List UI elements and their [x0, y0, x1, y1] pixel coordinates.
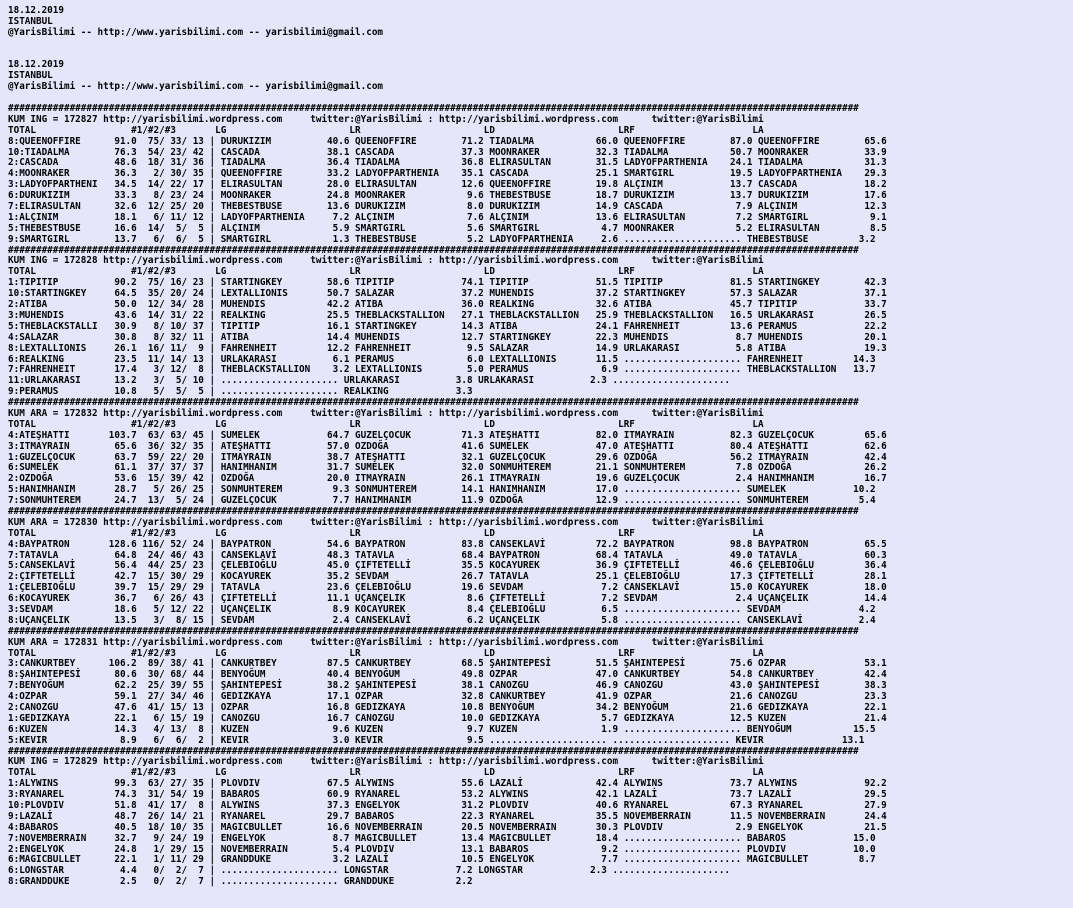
table-row: 2:CASCADA 48.6 18/ 31/ 36 | TIADALMA 36.4 TIADALMA 36.8 ELIRASULTAN 31.5 LADYOFPARTHENIA 24.1 TIADALMA 31.3: [8, 157, 887, 169]
table-row: 1:TIPITIP 90.2 75/ 16/ 23 | STARTINGKEY 58.6 TIPITIP 74.1 TIPITIP 51.5 TIPITIP 81.5 STARTINGKEY 42.3: [8, 277, 887, 289]
separator-line: ########################################################################################################################################################: [8, 103, 859, 115]
column-header: TOTAL #1/#2/#3 LG LR LD LRF LA: [8, 266, 764, 278]
table-row: 1:ALÇINIM 18.1 6/ 11/ 12 | LADYOFPARTHENIA 7.2 ALÇINIM 7.6 ALÇINIM 13.6 ELIRASULTAN 7.2 SMARTGIRL 9.1: [8, 211, 887, 223]
header-line: 18.12.2019: [8, 5, 64, 16]
separator-line: ########################################################################################################################################################: [8, 244, 859, 256]
table-row: 2:ENGELYOK 24.8 1/ 29/ 15 | NOVEMBERRAIN 5.4 PLOVDIV 13.1 BABAROS 9.2 ..................... PLOVDIV 10.0: [8, 843, 876, 855]
table-row: 1:ALYWINS 99.3 63/ 27/ 35 | PLOVDIV 67.5 ALYWINS 55.6 LAZALİ 42.4 ALYWINS 73.7 ALYWINS 92.2: [8, 778, 887, 790]
header-line: [8, 39, 1073, 50]
table-row: 8:QUEENOFFIRE 91.0 75/ 33/ 13 | DURUKIZIM 40.6 QUEENOFFIRE 71.2 TIADALMA 66.0 QUEENOFFIRE 87.0 QUEENOFFIRE 65.6: [8, 135, 887, 147]
header-line: 18.12.2019: [8, 59, 64, 71]
race-title: KUM ARA = 172831 http://yarisbilimi.wordpress.com twitter:@YarisBilimi : http://yarisbilimi.wordpress.com twitter:@YarisBilimi: [8, 636, 764, 648]
table-row: 6:DURUKIZIM 33.3 8/ 23/ 24 | MOONRAKER 24.8 MOONRAKER 9.6 THEBESTBUSE 18.7 DURUKIZIM 13.7 DURUKIZIM 17.6: [8, 190, 887, 202]
table-row: 2:ATIBA 50.0 12/ 34/ 28 | MUHENDIS 42.2 ATIBA 36.0 REALKING 32.6 ATIBA 45.7 TIPITIP 33.7: [8, 299, 887, 311]
table-row: 10:TIADALMA 76.3 54/ 23/ 42 | CASCADA 38.1 CASCADA 37.3 MOONRAKER 32.3 TIADALMA 50.7 MOONRAKER 33.9: [8, 146, 887, 158]
table-row: 3:SEVDAM 18.6 5/ 12/ 22 | UÇANÇELIK 8.9 KOCAYUREK 8.4 ÇELEBIOĞLU 6.5 ..................... SEVDAM 4.2: [8, 603, 876, 615]
race-title: KUM ING = 172828 http://yarisbilimi.wordpress.com twitter:@YarisBilimi : http://yarisbilimi.wordpress.com twitter:@YarisBilimi: [8, 255, 764, 267]
column-header: TOTAL #1/#2/#3 LG LR LD LRF LA: [8, 124, 764, 136]
header-line: @YarisBilimi -- http://www.yarisbilimi.com -- yarisbilimi@gmail.com: [8, 26, 384, 38]
table-row: 3:MUHENDIS 43.6 14/ 31/ 22 | REALKING 25.5 THEBLACKSTALLION 27.1 THEBLACKSTALLION 25.9 THEBLACKSTALLION 16.5 URLAKARASI 26.5: [8, 309, 887, 321]
table-row: 6:SUMELEK 61.1 37/ 37/ 37 | HANIMHANIM 31.7 SUMELEK 32.0 SONMUHTEREM 21.1 SONMUHTEREM 7.8 OZDOĞA 26.2: [8, 462, 887, 474]
column-header: TOTAL #1/#2/#3 LG LR LD LRF LA: [8, 418, 764, 430]
race-title: KUM ARA = 172830 http://yarisbilimi.wordpress.com twitter:@YarisBilimi : http://yarisbilimi.wordpress.com twitter:@YarisBilimi: [8, 516, 764, 528]
table-row: 7:TATAVLA 64.8 24/ 46/ 43 | CANSEKLAVİ 48.3 TATAVLA 68.4 BAYPATRON 68.4 TATAVLA 49.0 TATAVLA 60.3: [8, 549, 887, 561]
header-line: @YarisBilimi -- http://www.yarisbilimi.com -- yarisbilimi@gmail.com: [8, 81, 384, 93]
race-title: KUM ING = 172827 http://yarisbilimi.wordpress.com twitter:@YarisBilimi : http://yarisbilimi.wordpress.com twitter:@YarisBilimi: [8, 113, 764, 125]
table-row: 3:RYANAREL 74.3 31/ 54/ 19 | BABAROS 60.9 RYANAREL 53.2 ALYWINS 42.1 LAZALİ 73.7 LAZALİ 29.5: [8, 789, 887, 801]
table-row: 1:GEDIZKAYA 22.1 6/ 15/ 19 | CANOZGU 16.7 CANOZGU 10.0 GEDIZKAYA 5.7 GEDIZKAYA 12.5 KUZEN 21.4: [8, 712, 887, 724]
table-row: 8:LEXTALLIONIS 26.1 16/ 11/ 9 | FAHRENHEIT 12.2 FAHRENHEIT 9.5 SALAZAR 14.9 URLAKARASI 5.8 ATIBA 19.3: [8, 342, 887, 354]
table-row: 6:MAGICBULLET 22.1 1/ 11/ 29 | GRANDDUKE 3.2 LAZALİ 10.5 ENGELYOK 7.7 ..................... MAGICBULLET 8.7: [8, 854, 876, 866]
race-title: KUM ING = 172829 http://yarisbilimi.wordpress.com twitter:@YarisBilimi : http://yarisbilimi.wordpress.com twitter:@YarisBilimi: [8, 756, 764, 768]
table-row: 11:URLAKARASI 13.2 3/ 5/ 10 | ..................... URLAKARASI 3.8 URLAKARASI 2.3 .....................: [8, 375, 731, 387]
separator-line: ########################################################################################################################################################: [8, 625, 859, 637]
header-line: [8, 50, 1073, 61]
header-line: ISTANBUL: [8, 70, 53, 82]
table-row: 8:GRANDDUKE 2.5 0/ 2/ 7 | ..................... GRANDDUKE 2.2: [8, 876, 473, 888]
table-row: 10:STARTINGKEY 64.5 35/ 20/ 24 | LEXTALLIONIS 50.7 SALAZAR 37.2 MUHENDIS 37.2 STARTINGKEY 57.3 SALAZAR 37.1: [8, 288, 887, 300]
table-row: 7:ELIRASULTAN 32.6 12/ 25/ 20 | THEBESTBUSE 13.6 DURUKIZIM 8.0 DURUKIZIM 14.9 CASCADA 7.9 ALÇINIM 12.3: [8, 201, 887, 213]
table-row: 2:CANOZGU 47.6 41/ 15/ 13 | OZPAR 16.8 GEDIZKAYA 10.8 BENYOĞUM 34.2 BENYOĞUM 21.6 GEDIZKAYA 22.1: [8, 702, 887, 713]
table-row: 8:UÇANÇELIK 13.5 3/ 8/ 15 | SEVDAM 2.4 CANSEKLAVİ 6.2 UÇANÇELIK 5.8 ..................... CANSEKLAVİ 2.4: [8, 614, 876, 626]
table-row: 3:LADYOFPARTHENI 34.5 14/ 22/ 17 | ELIRASULTAN 28.0 ELIRASULTAN 12.6 QUEENOFFIRE 19.8 ALÇINIM 13.7 CASCADA 18.2: [8, 179, 887, 191]
table-row: 1:GUZELÇOCUK 63.7 59/ 22/ 20 | ITMAYRAIN 38.7 ATEŞHATTI 32.1 GUZELÇOCUK 29.6 OZDOĞA 56.2 ITMAYRAIN 42.4: [8, 451, 887, 463]
column-header: TOTAL #1/#2/#3 LG LR LD LRF LA: [8, 767, 764, 779]
column-header: TOTAL #1/#2/#3 LG LR LD LRF LA: [8, 527, 764, 539]
table-row: 5:THEBESTBUSE 16.6 14/ 5/ 5 | ALÇINIM 5.9 SMARTGIRL 5.6 SMARTGIRL 4.7 MOONRAKER 5.2 ELIRASULTAN 8.5: [8, 222, 887, 234]
table-row: 6:LONGSTAR 4.4 0/ 2/ 7 | ..................... LONGSTAR 7.2 LONGSTAR 2.3 .....................: [8, 865, 731, 877]
table-row: 6:REALKING 23.5 11/ 14/ 13 | URLAKARASI 6.1 PERAMUS 6.0 LEXTALLIONIS 11.5 ..................... FAHRENHEIT 14.3: [8, 353, 876, 365]
table-row: 2:OZDOĞA 53.6 15/ 39/ 42 | OZDOĞA 20.0 ITMAYRAIN 26.1 ITMAYRAIN 19.6 GUZELÇOCUK 2.4 HANIMHANIM 16.7: [8, 473, 887, 485]
table-row: 4:ATEŞHATTI 103.7 63/ 63/ 45 | SUMELEK 64.7 GUZELÇOCUK 71.3 ATEŞHATTI 82.0 ITMAYRAIN 82.3 GUZELÇOCUK 65.6: [8, 429, 887, 441]
table-row: 5:CANSEKLAVİ 56.4 44/ 25/ 23 | ÇELEBIOĞLU 45.0 ÇIFTETELLİ 35.5 KOCAYUREK 36.9 ÇIFTETELLİ 46.6 ÇELEBIOĞLU 36.4: [8, 560, 887, 572]
table-row: 2:ÇIFTETELLİ 42.7 15/ 30/ 29 | KOCAYUREK 35.2 SEVDAM 26.7 TATAVLA 25.1 ÇELEBIOĞLU 17.3 ÇIFTETELLİ 28.1: [8, 571, 887, 583]
race-title: KUM ARA = 172832 http://yarisbilimi.wordpress.com twitter:@YarisBilimi : http://yarisbilimi.wordpress.com twitter:@YarisBilimi: [8, 407, 764, 419]
column-header: TOTAL #1/#2/#3 LG LR LD LRF LA: [8, 647, 764, 659]
table-row: 6:KOCAYUREK 36.7 6/ 26/ 43 | ÇIFTETELLİ 11.1 UÇANÇELIK 8.6 ÇIFTETELLİ 7.2 SEVDAM 2.4 UÇANÇELIK 14.4: [8, 593, 887, 605]
table-row: 7:FAHRENHEIT 17.4 3/ 12/ 8 | THEBLACKSTALLION 3.2 LEXTALLIONIS 5.0 PERAMUS 6.9 ..................... THEBLACKSTALLION 13.7: [8, 364, 876, 376]
table-row: 4:MOONRAKER 36.3 2/ 30/ 35 | QUEENOFFIRE 33.2 LADYOFPARTHENIA 35.1 CASCADA 25.1 SMARTGIRL 19.5 LADYOFPARTHENIA 29.3: [8, 168, 887, 180]
table-row: 3:CANKURTBEY 106.2 89/ 38/ 41 | CANKURTBEY 87.5 CANKURTBEY 68.5 ŞAHINTEPESİ 51.5 ŞAHINTEPESİ 75.6 OZPAR 53.1: [8, 658, 887, 670]
table-row: 6:KUZEN 14.3 4/ 13/ 8 | KUZEN 9.6 KUZEN 9.7 KUZEN 1.9 ..................... BENYOĞUM 15.5: [8, 723, 876, 735]
table-row: 3:ITMAYRAIN 65.6 36/ 32/ 35 | ATEŞHATTI 57.0 OZDOĞA 41.6 SUMELEK 47.0 ATEŞHATTI 80.4 ATEŞHATTI 62.6: [8, 440, 887, 452]
table-row: 7:NOVEMBERRAIN 32.7 9/ 24/ 19 | ENGELYOK 8.7 MAGICBULLET 13.4 MAGICBULLET 18.4 ..................... BABAROS 15.0: [8, 832, 876, 844]
table-row: 4:BAYPATRON 128.6 116/ 52/ 24 | BAYPATRON 54.6 BAYPATRON 83.8 CANSEKLAVİ 72.2 BAYPATRON 98.8 BAYPATRON 65.5: [8, 538, 887, 550]
table-row: 4:BABAROS 40.5 18/ 10/ 35 | MAGICBULLET 16.6 NOVEMBERRAIN 20.5 NOVEMBERRAIN 30.3 PLOVDIV 2.9 ENGELYOK 21.5: [8, 821, 887, 833]
table-row: 7:BENYOĞUM 62.2 25/ 39/ 55 | ŞAHINTEPESİ 38.2 ŞAHINTEPESİ 38.1 CANOZGU 46.9 CANOZGU 43.0 ŞAHINTEPESİ 38.3: [8, 680, 887, 692]
table-row: 9:SMARTGIRL 13.7 6/ 6/ 5 | SMARTGIRL 1.3 THEBESTBUSE 5.2 LADYOFPARTHENIA 2.6 ..................... THEBESTBUSE 3.2: [8, 233, 876, 245]
table-row: 9:PERAMUS 10.8 5/ 5/ 5 | ..................... REALKING 3.3: [8, 386, 473, 398]
table-row: 9:LAZALİ 48.7 26/ 14/ 21 | RYANAREL 29.7 BABAROS 22.3 RYANAREL 35.5 NOVEMBERRAIN 11.5 NOVEMBERRAIN 24.4: [8, 810, 887, 822]
table-row: 7:SONMUHTEREM 24.7 13/ 5/ 24 | GUZELÇOCUK 7.7 HANIMHANIM 11.9 OZDOĞA 12.9 ..................... SONMUHTEREM 5.4: [8, 495, 876, 507]
table-row: 4:SALAZAR 30.8 8/ 32/ 11 | ATIBA 14.4 MUHENDIS 12.7 STARTINGKEY 22.3 MUHENDIS 8.7 MUHENDIS 20.1: [8, 331, 887, 343]
table-row: 1:ÇELEBIOĞLU 39.7 15/ 29/ 29 | TATAVLA 23.6 ÇELEBIOĞLU 19.6 SEVDAM 7.2 CANSEKLAVİ 15.0 KOCAYUREK 18.0: [8, 582, 887, 594]
separator-line: ########################################################################################################################################################: [8, 397, 859, 409]
table-row: 5:THEBLACKSTALLI 30.9 8/ 10/ 37 | TIPITIP 16.1 STARTINGKEY 14.3 ATIBA 24.1 FAHRENHEIT 13.6 PERAMUS 22.2: [8, 320, 887, 332]
table-row: 10:PLOVDIV 51.8 41/ 17/ 8 | ALYWINS 37.3 ENGELYOK 31.2 PLOVDIV 40.6 RYANAREL 67.3 RYANAREL 27.9: [8, 800, 887, 812]
table-row: 4:OZPAR 59.1 27/ 34/ 46 | GEDIZKAYA 17.1 OZPAR 32.8 CANKURTBEY 41.9 OZPAR 21.6 CANOZGU 23.3: [8, 691, 887, 703]
separator-line: ########################################################################################################################################################: [8, 745, 859, 757]
table-row: 5:HANIMHANIM 28.7 5/ 26/ 25 | SONMUHTEREM 9.3 SONMUHTEREM 14.1 HANIMHANIM 17.0 ..................... SUMELEK 10.2: [8, 484, 876, 496]
table-row: 5:KEVIR 8.9 6/ 6/ 2 | KEVIR 3.0 KEVIR 9.5 ..................... ..................... KEVIR 13.1: [8, 734, 865, 746]
table-row: 8:ŞAHINTEPESİ 80.6 30/ 68/ 44 | BENYOĞUM 40.4 BENYOĞUM 49.8 OZPAR 47.0 CANKURTBEY 54.8 CANKURTBEY 42.4: [8, 669, 887, 681]
separator-line: ########################################################################################################################################################: [8, 505, 859, 517]
header-line: ISTANBUL: [8, 15, 53, 27]
